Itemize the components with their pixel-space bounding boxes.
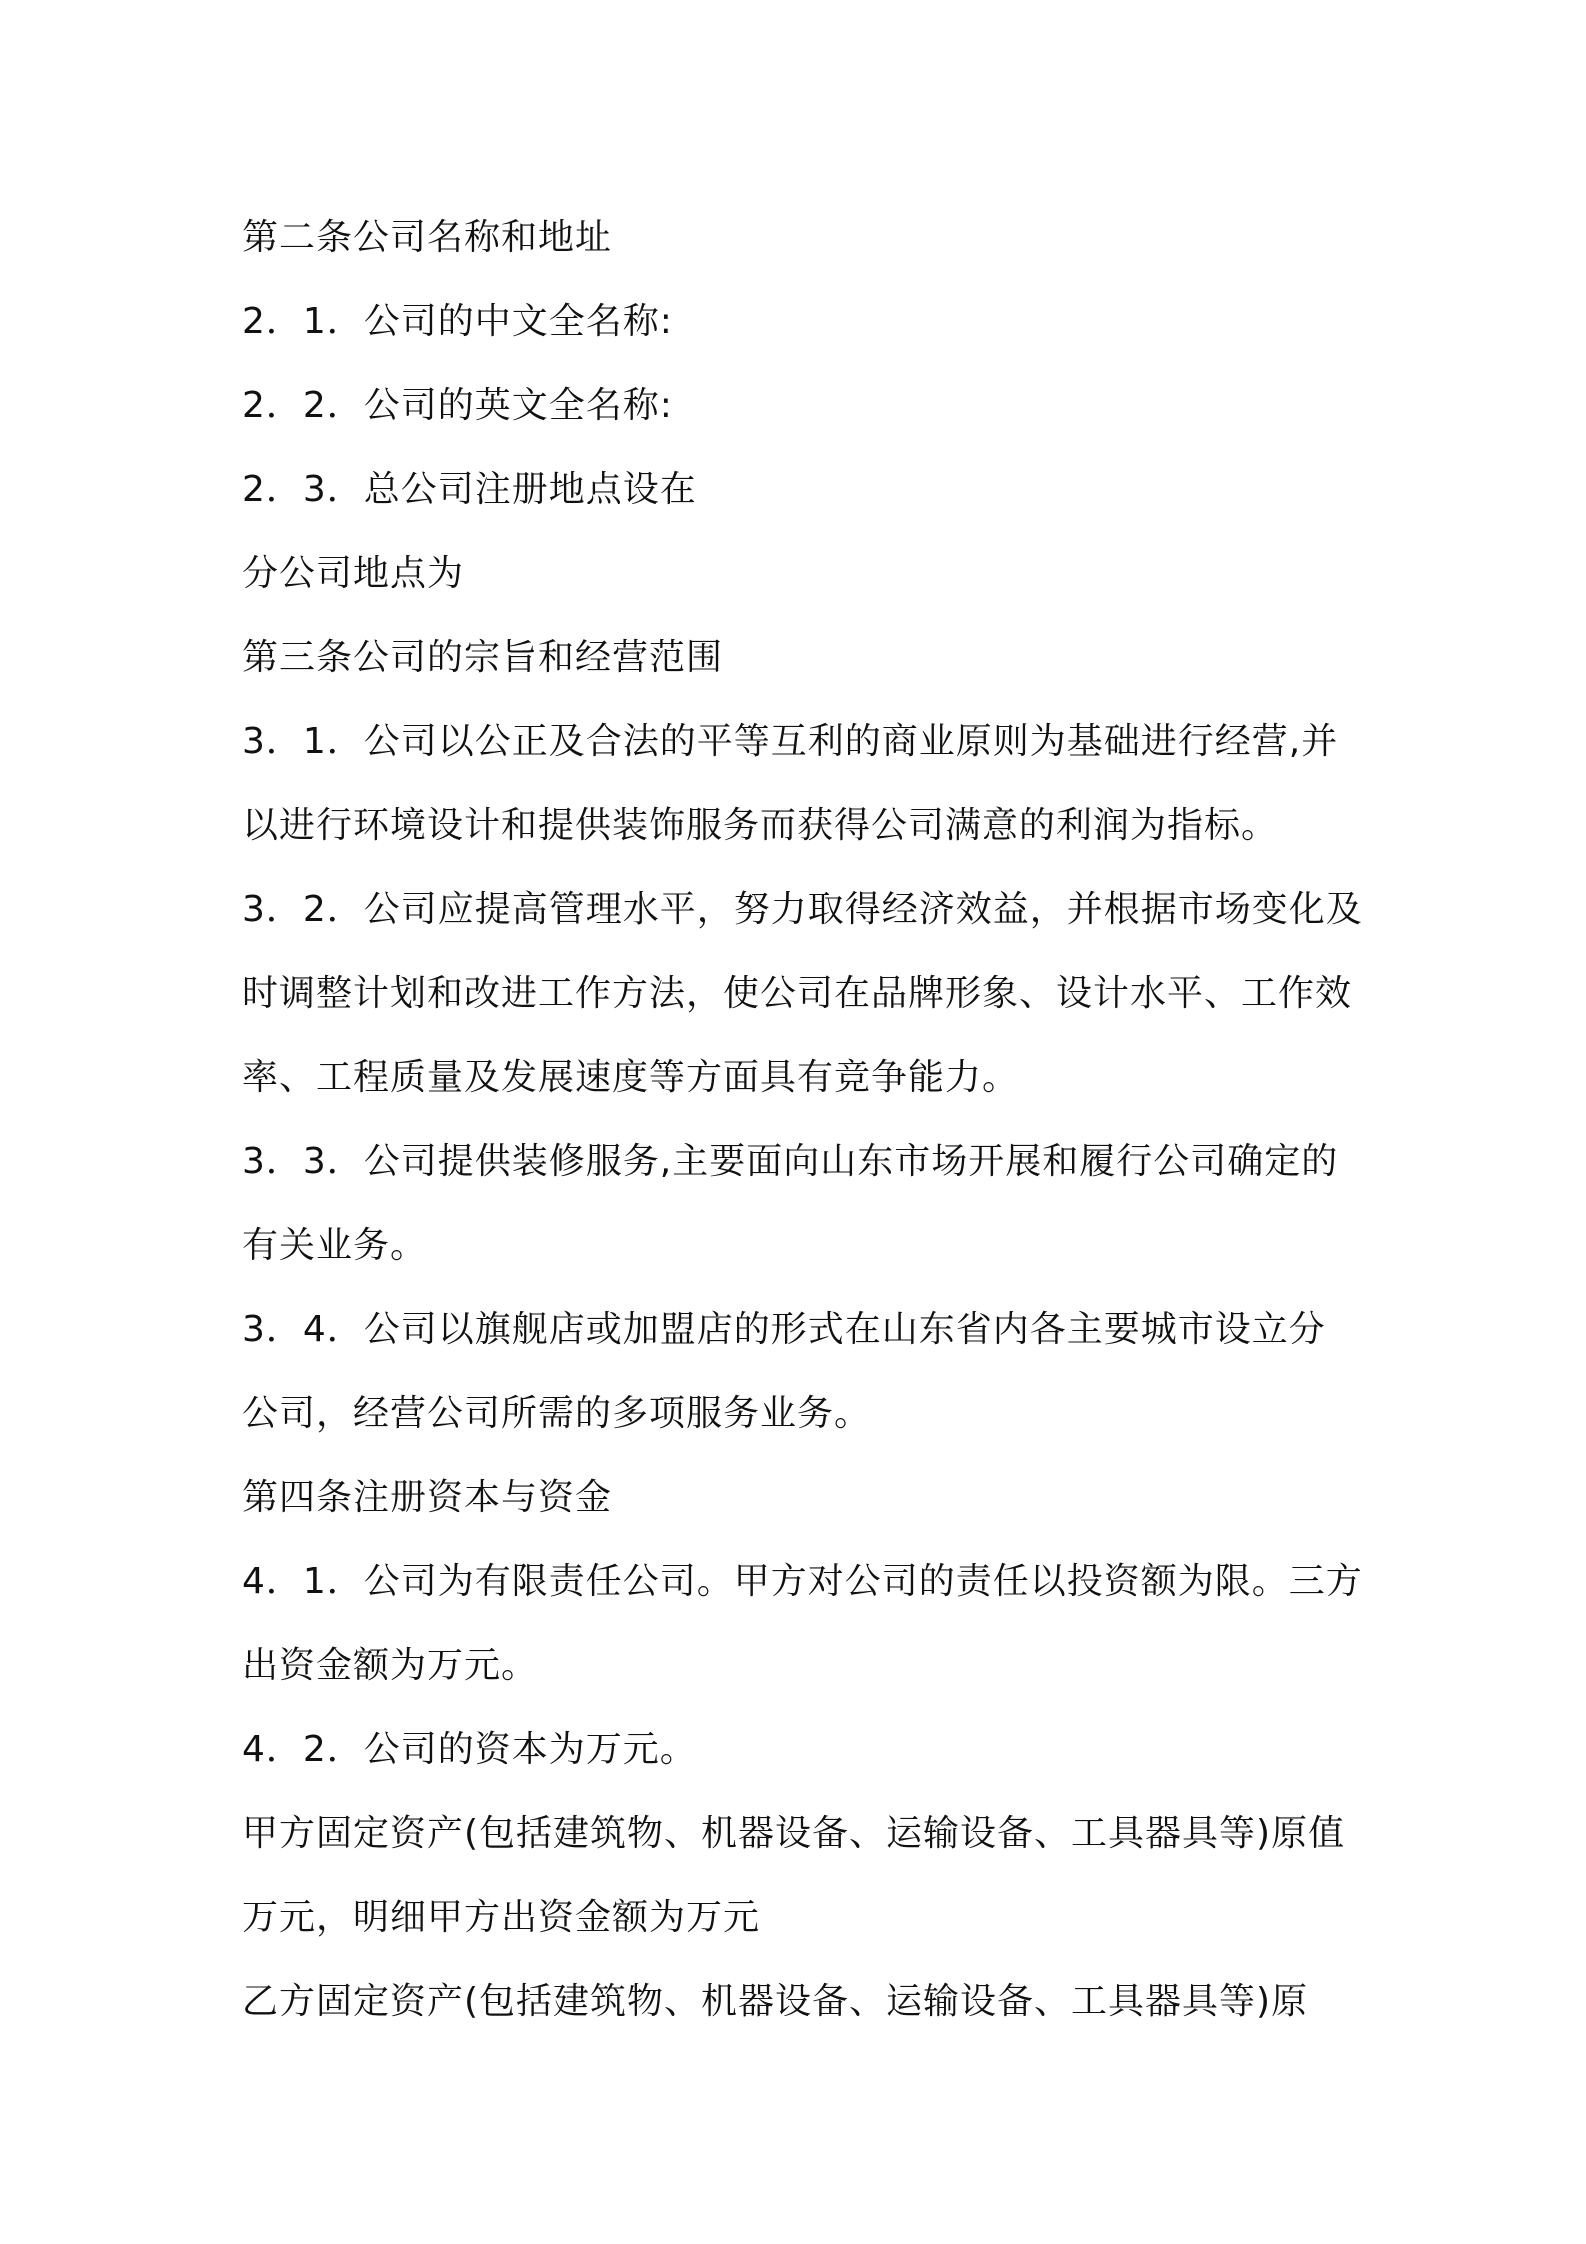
clause-3-3-line-1: 3．3．公司提供装修服务,主要面向山东市场开展和履行公司确定的 (242, 1141, 1339, 1182)
article-2-heading: 第二条公司名称和地址 (242, 217, 613, 258)
clause-2-1: 2．1．公司的中文全名称: (242, 301, 673, 342)
party-a-assets-line-1: 甲方固定资产(包括建筑物、机器设备、运输设备、工具器具等)原值 (242, 1813, 1346, 1854)
article-3-heading: 第三条公司的宗旨和经营范围 (242, 637, 724, 678)
clause-3-4-line-2: 公司，经营公司所需的多项服务业务。 (242, 1393, 872, 1434)
clause-3-2-line-3: 率、工程质量及发展速度等方面具有竞争能力。 (242, 1057, 1020, 1098)
article-4-heading: 第四条注册资本与资金 (242, 1477, 613, 1518)
clause-3-3-line-2: 有关业务。 (242, 1225, 428, 1266)
clause-4-1-line-1: 4．1．公司为有限责任公司。甲方对公司的责任以投资额为限。三方 (242, 1561, 1363, 1602)
clause-2-3: 2．3．总公司注册地点设在 (242, 469, 697, 510)
clause-2-2: 2．2．公司的英文全名称: (242, 385, 673, 426)
clause-3-4-line-1: 3．4．公司以旗舰店或加盟店的形式在山东省内各主要城市设立分 (242, 1309, 1326, 1350)
document-body (242, 196, 1363, 2044)
clause-3-2-line-2: 时调整计划和改进工作方法，使公司在品牌形象、设计水平、工作效 (242, 973, 1353, 1014)
clause-3-1-line-1: 3．1．公司以公正及合法的平等互利的商业原则为基础进行经营,并 (242, 721, 1339, 762)
branch-location-line: 分公司地点为 (242, 553, 465, 594)
clause-4-1-line-2: 出资金额为万元。 (242, 1645, 539, 1686)
clause-3-1-line-2: 以进行环境设计和提供装饰服务而获得公司满意的利润为指标。 (242, 805, 1279, 846)
party-b-assets-line-1: 乙方固定资产(包括建筑物、机器设备、运输设备、工具器具等)原 (242, 1981, 1309, 2022)
party-a-assets-line-2: 万元，明细甲方出资金额为万元 (242, 1897, 761, 1938)
clause-3-2-line-1: 3．2．公司应提高管理水平，努力取得经济效益，并根据市场变化及 (242, 889, 1363, 930)
clause-4-2: 4．2．公司的资本为万元。 (242, 1729, 697, 1770)
